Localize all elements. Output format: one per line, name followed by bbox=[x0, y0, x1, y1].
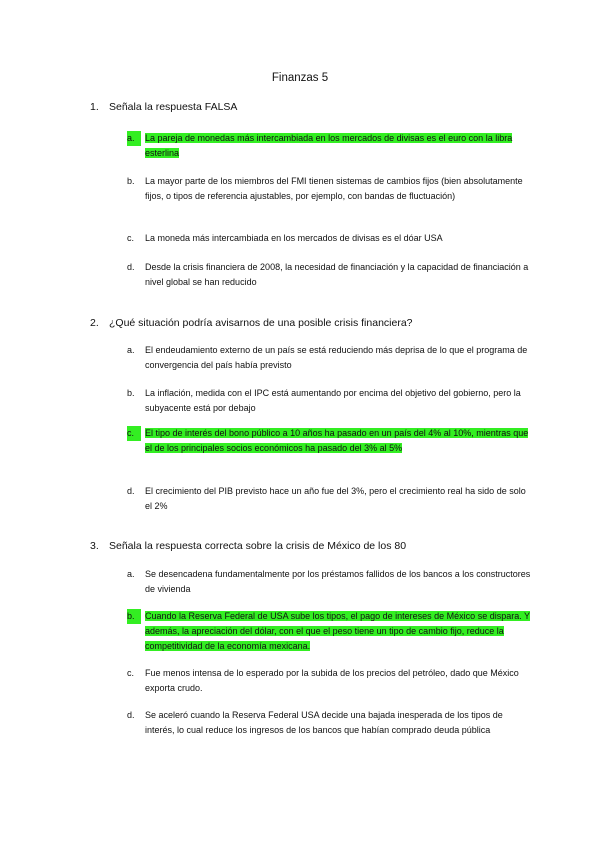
option-letter: d. bbox=[127, 262, 135, 272]
option-letter: d. bbox=[127, 710, 135, 720]
option-letter: b. bbox=[127, 176, 135, 186]
option-letter: c. bbox=[127, 426, 141, 441]
page-title: Finanzas 5 bbox=[271, 72, 329, 84]
option-2a bbox=[127, 343, 532, 373]
option-letter: b. bbox=[127, 609, 141, 624]
option-3d bbox=[127, 708, 532, 738]
option-letter: a. bbox=[127, 345, 135, 355]
option-text: El crecimiento del PIB previsto hace un año fue del 3%, pero el crecimiento real ha sido de solo el 2% bbox=[145, 486, 526, 511]
option-letter: a. bbox=[127, 131, 141, 146]
question-number: 2. bbox=[90, 317, 99, 329]
option-2c bbox=[127, 426, 532, 456]
option-letter: c. bbox=[127, 668, 135, 678]
option-1a bbox=[127, 131, 532, 161]
option-text: Cuando la Reserva Federal de USA sube los tipos, el pago de intereses de México se dispara. Y además, la apreciación del dólar, con el que el peso tiene un tipo de cambio fijo, reduce la competitividad de la economía mexicana. bbox=[145, 611, 531, 651]
option-letter: b. bbox=[127, 388, 135, 398]
option-1d bbox=[127, 260, 532, 290]
question-text: Señala la respuesta correcta sobre la crisis de México de los 80 bbox=[109, 540, 407, 552]
option-text: Desde la crisis financiera de 2008, la necesidad de financiación y la capacidad de financiación a nivel global se han reducido bbox=[145, 262, 529, 287]
option-1c bbox=[127, 231, 532, 246]
option-2d bbox=[127, 484, 532, 514]
question-text: ¿Qué situación podría avisarnos de una posible crisis financiera? bbox=[109, 317, 413, 329]
option-text: Se aceleró cuando la Reserva Federal USA decide una bajada inesperada de los tipos de interés, lo cual reduce los ingresos de los bancos que habían comprado deuda pública bbox=[145, 710, 503, 735]
option-3c bbox=[127, 666, 532, 696]
option-text: El endeudamiento externo de un país se está reduciendo más deprisa de lo que el programa de convergencia del país había previsto bbox=[145, 345, 528, 370]
option-text: La moneda más intercambiada en los mercados de divisas es el dóar USA bbox=[145, 233, 443, 243]
question-number: 1. bbox=[90, 101, 99, 113]
question-number: 3. bbox=[90, 540, 99, 552]
option-text: Se desencadena fundamentalmente por los préstamos fallidos de los bancos a los constructores de vivienda bbox=[145, 569, 531, 594]
option-letter: a. bbox=[127, 569, 135, 579]
option-text: La inflación, medida con el IPC está aumentando por encima del objetivo del gobierno, pero la subyacente está por debajo bbox=[145, 388, 521, 413]
option-letter: d. bbox=[127, 486, 135, 496]
option-text: Fue menos intensa de lo esperado por la subida de los precios del petróleo, dado que México exporta crudo. bbox=[145, 668, 519, 693]
option-text: El tipo de interés del bono público a 10 años ha pasado en un país del 4% al 10%, mientras que el de los principales socios económicos ha pasado del 3% al 5% bbox=[145, 428, 529, 453]
option-text: La pareja de monedas más intercambiada en los mercados de divisas es el euro con la libra esterlina bbox=[145, 133, 513, 158]
option-3b bbox=[127, 609, 532, 654]
option-letter: c. bbox=[127, 233, 135, 243]
option-3a bbox=[127, 567, 532, 597]
question-text: Señala la respuesta FALSA bbox=[109, 101, 238, 113]
option-text: La mayor parte de los miembros del FMI tienen sistemas de cambios fijos (bien absolutamente fijos, o tipos de referencia ajustables, por ejemplo, con bandas de fluctuación) bbox=[145, 176, 523, 201]
option-1b bbox=[127, 174, 532, 204]
option-2b bbox=[127, 386, 532, 416]
